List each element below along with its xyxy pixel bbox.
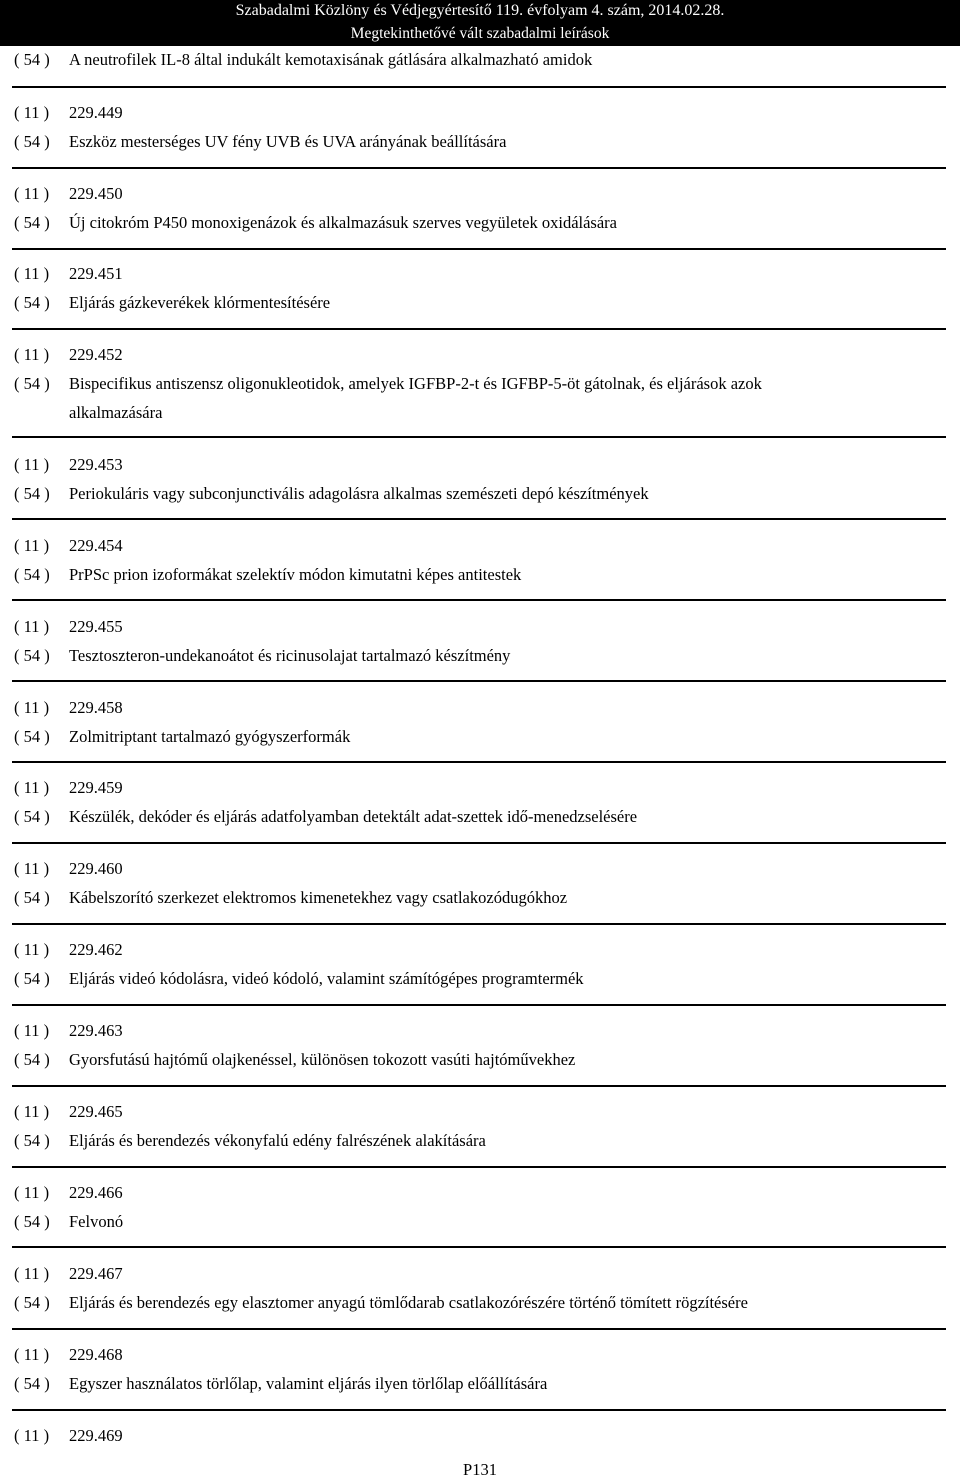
field-code-11: ( 11 )	[14, 617, 50, 636]
field-code-54: ( 54 )	[14, 727, 50, 746]
field-code-54: ( 54 )	[14, 807, 50, 826]
entry-divider	[12, 1166, 946, 1168]
patent-title: Eljárás és berendezés vékonyfalú edény falrészének alakítására	[69, 1131, 486, 1150]
patent-title: Zolmitriptant tartalmazó gyógyszerformák	[69, 727, 351, 746]
patent-title: Készülék, dekóder és eljárás adatfolyamban detektált adat-szettek idő-menedzselésére	[69, 807, 638, 826]
patent-number: 229.467	[69, 1264, 123, 1283]
field-code-54: ( 54 )	[14, 213, 50, 232]
field-code-54: ( 54 )	[14, 1131, 50, 1150]
entry-divider	[12, 86, 946, 88]
patent-title: Eljárás videó kódolásra, videó kódoló, valamint számítógépes programtermék	[69, 969, 584, 988]
patent-title-row	[14, 726, 954, 748]
section-title: Megtekinthetővé vált szabadalmi leírások	[350, 25, 610, 42]
field-code-11: ( 11 )	[14, 455, 50, 474]
patent-number-row	[14, 183, 954, 205]
patent-number: 229.455	[69, 617, 123, 636]
entry-divider	[12, 1004, 946, 1006]
patent-number-row	[14, 1020, 954, 1042]
field-code-11: ( 11 )	[14, 103, 50, 122]
entry-divider	[12, 436, 946, 438]
patent-number: 229.450	[69, 184, 123, 203]
patent-title-row	[14, 968, 954, 990]
patent-title-row	[14, 49, 954, 71]
patent-number: 229.452	[69, 345, 123, 364]
field-code-54: ( 54 )	[14, 50, 50, 69]
patent-title: Eszköz mesterséges UV fény UVB és UVA arányának beállítására	[69, 132, 507, 151]
patent-title-continuation: alkalmazására	[69, 403, 163, 422]
patent-title: Egyszer használatos törlőlap, valamint eljárás ilyen törlőlap előállítására	[69, 1374, 548, 1393]
patent-title-row	[14, 645, 954, 667]
patent-title-row	[14, 1211, 954, 1233]
patent-title-row	[14, 292, 954, 314]
field-code-54: ( 54 )	[14, 565, 50, 584]
field-code-54: ( 54 )	[14, 646, 50, 665]
patent-number: 229.468	[69, 1345, 123, 1364]
entry-divider	[12, 1085, 946, 1087]
entry-divider	[12, 167, 946, 169]
field-code-54: ( 54 )	[14, 1293, 50, 1312]
patent-number: 229.463	[69, 1021, 123, 1040]
field-code-11: ( 11 )	[14, 536, 50, 555]
patent-number-row	[14, 697, 954, 719]
patent-title-row	[14, 212, 954, 234]
patent-number: 229.458	[69, 698, 123, 717]
field-code-54: ( 54 )	[14, 888, 50, 907]
patent-number-row	[14, 1425, 954, 1447]
entry-divider	[12, 518, 946, 520]
patent-number-row	[14, 263, 954, 285]
patent-title: Bispecifikus antiszensz oligonukleotidok, amelyek IGFBP-2-t és IGFBP-5-öt gátolnak, és eljárások azok	[69, 374, 762, 393]
field-code-54: ( 54 )	[14, 969, 50, 988]
patent-title-row	[14, 1373, 954, 1395]
patent-number-row	[14, 939, 954, 961]
patent-number-row	[14, 454, 954, 476]
patent-title: Eljárás és berendezés egy elasztomer anyagú tömlődarab csatlakozórészére történő tömített rögzítésére	[69, 1293, 748, 1312]
patent-title-row	[14, 887, 954, 909]
field-code-11: ( 11 )	[14, 184, 50, 203]
field-code-54: ( 54 )	[14, 1050, 50, 1069]
field-code-54: ( 54 )	[14, 132, 50, 151]
patent-number: 229.466	[69, 1183, 123, 1202]
patent-number-row	[14, 535, 954, 557]
field-code-11: ( 11 )	[14, 698, 50, 717]
patent-number: 229.454	[69, 536, 123, 555]
patent-title-row	[14, 1130, 954, 1152]
patent-number-row	[14, 1101, 954, 1123]
patent-number-row	[14, 1182, 954, 1204]
field-code-11: ( 11 )	[14, 264, 50, 283]
patent-number: 229.462	[69, 940, 123, 959]
patent-title: Felvonó	[69, 1212, 124, 1231]
field-code-11: ( 11 )	[14, 1345, 50, 1364]
patent-number-row	[14, 777, 954, 799]
patent-title: Tesztoszteron-undekanoátot és ricinusolajat tartalmazó készítmény	[69, 646, 511, 665]
patent-title-row	[14, 564, 954, 586]
patent-title-row	[14, 806, 954, 828]
patent-number: 229.453	[69, 455, 123, 474]
entry-divider	[12, 599, 946, 601]
patent-title: Eljárás gázkeverékek klórmentesítésére	[69, 293, 331, 312]
field-code-54: ( 54 )	[14, 484, 50, 503]
patent-title: Periokuláris vagy subconjunctivális adagolásra alkalmas szemészeti depó készítmények	[69, 484, 649, 503]
entry-divider	[12, 1409, 946, 1411]
patent-title: Új citokróm P450 monoxigenázok és alkalmazásuk szerves vegyületek oxidálására	[69, 213, 617, 232]
entry-divider	[12, 328, 946, 330]
page-header	[0, 0, 960, 46]
patent-number-row	[14, 858, 954, 880]
patent-number: 229.465	[69, 1102, 123, 1121]
patent-title-row	[14, 1049, 954, 1071]
entry-divider	[12, 248, 946, 250]
patent-title: Gyorsfutású hajtómű olajkenéssel, különösen tokozott vasúti hajtóművekhez	[69, 1050, 576, 1069]
entry-divider	[12, 1246, 946, 1248]
patent-number-row	[14, 344, 954, 366]
patent-number-row	[14, 1344, 954, 1366]
patent-title: Kábelszorító szerkezet elektromos kimenetekhez vagy csatlakozódugókhoz	[69, 888, 568, 907]
field-code-54: ( 54 )	[14, 293, 50, 312]
patent-title: A neutrofilek IL-8 által indukált kemotaxisának gátlására alkalmazható amidok	[69, 50, 593, 69]
page-number: P131	[463, 1460, 497, 1479]
entry-divider	[12, 1328, 946, 1330]
patent-title-row	[14, 373, 954, 395]
field-code-11: ( 11 )	[14, 345, 50, 364]
field-code-54: ( 54 )	[14, 374, 50, 393]
field-code-54: ( 54 )	[14, 1374, 50, 1393]
patent-number: 229.469	[69, 1426, 123, 1445]
journal-title: Szabadalmi Közlöny és Védjegyértesítő 119. évfolyam 4. szám, 2014.02.28.	[235, 2, 725, 19]
field-code-11: ( 11 )	[14, 1021, 50, 1040]
patent-number-row	[14, 102, 954, 124]
field-code-11: ( 11 )	[14, 778, 50, 797]
entry-divider	[12, 761, 946, 763]
patent-title-row	[14, 1292, 954, 1314]
patent-title-row	[14, 131, 954, 153]
field-code-11: ( 11 )	[14, 1102, 50, 1121]
field-code-11: ( 11 )	[14, 1264, 50, 1283]
patent-number: 229.451	[69, 264, 123, 283]
patent-number-row	[14, 616, 954, 638]
field-code-11: ( 11 )	[14, 1183, 50, 1202]
entry-divider	[12, 842, 946, 844]
entry-divider	[12, 680, 946, 682]
entry-divider	[12, 923, 946, 925]
field-code-54: ( 54 )	[14, 1212, 50, 1231]
field-code-11: ( 11 )	[14, 1426, 50, 1445]
field-code-11: ( 11 )	[14, 940, 50, 959]
patent-number: 229.460	[69, 859, 123, 878]
patent-number: 229.449	[69, 103, 123, 122]
field-code-11: ( 11 )	[14, 859, 50, 878]
patent-title: PrPSc prion izoformákat szelektív módon kimutatni képes antitestek	[69, 565, 522, 584]
patent-number-row	[14, 1263, 954, 1285]
patent-number: 229.459	[69, 778, 123, 797]
patent-title-row	[14, 483, 954, 505]
